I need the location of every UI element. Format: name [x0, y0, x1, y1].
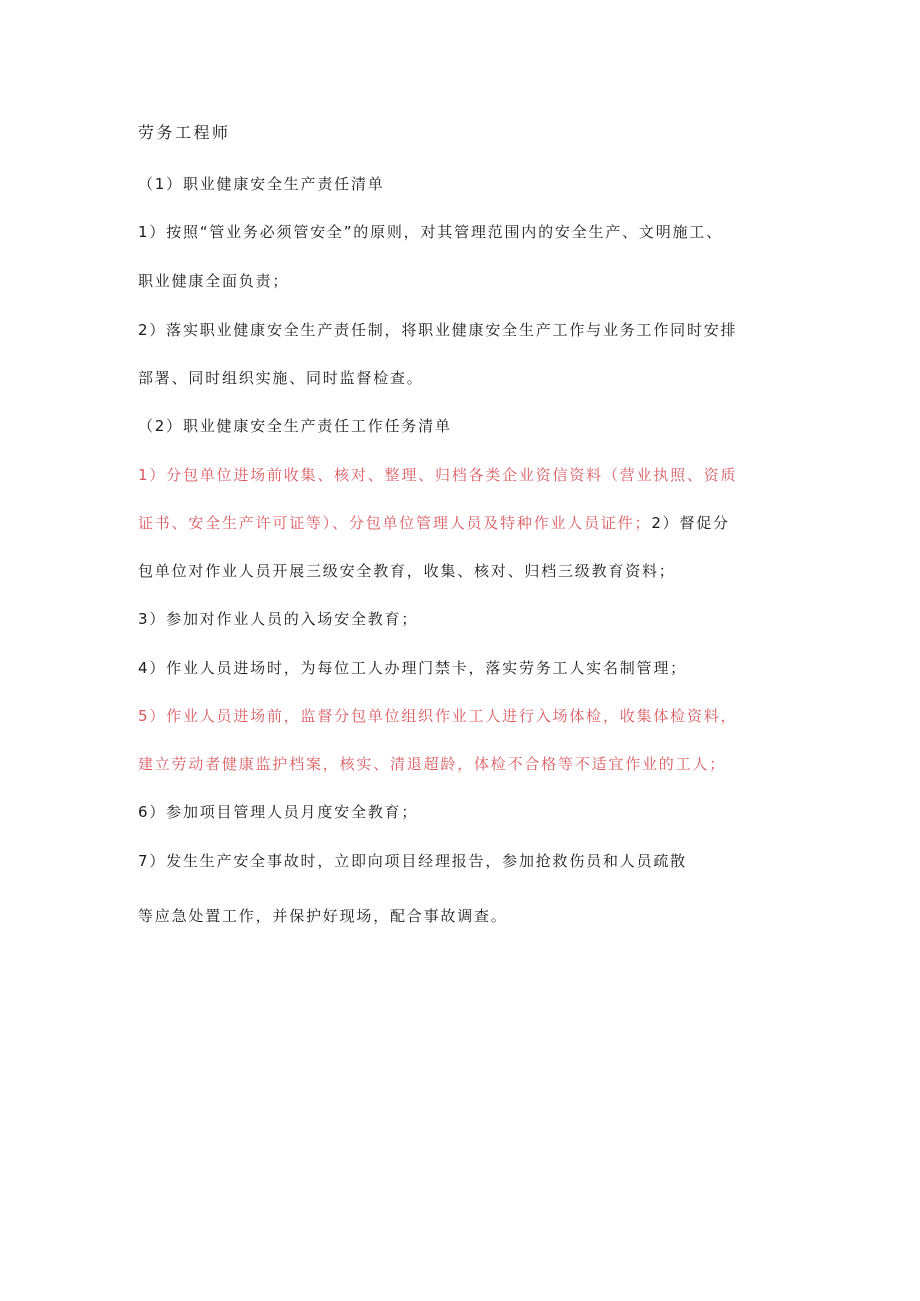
s2-item-1-line-1: 1）分包单位进场前收集、核对、整理、归档各类企业资信资料（营业执照、资质 [138, 466, 738, 484]
s2-item-3: 3）参加对作业人员的入场安全教育； [138, 610, 419, 628]
s2-item-7-line-2: 等应急处置工作，并保护好现场，配合事故调查。 [138, 907, 508, 925]
s1-item-2-line-1: 2）落实职业健康安全生产责任制，将职业健康安全生产工作与业务工作同时安排 [138, 321, 738, 339]
s2-item-6: 6）参加项目管理人员月度安全教育； [138, 803, 419, 821]
s2-item-5-line-1: 5）作业人员进场前，监督分包单位组织作业工人进行入场体检，收集体检资料， [138, 707, 738, 725]
s2-item-4: 4）作业人员进场时，为每位工人办理门禁卡，落实劳务工人实名制管理； [138, 659, 687, 677]
s1-item-1-line-1: 1）按照“管业务必须管安全”的原则，对其管理范围内的安全生产、文明施工、 [138, 223, 723, 241]
s2-item-2-line-1: 2）督促分 [651, 514, 730, 532]
s2-item-1-line-2 [138, 513, 758, 533]
s1-item-2-line-2: 部署、同时组织实施、同时监督检查。 [138, 369, 424, 387]
document-title: 劳务工程师 [138, 123, 231, 142]
s2-item-2-line-2: 包单位对作业人员开展三级安全教育，收集、核对、归档三级教育资料； [138, 562, 676, 580]
s2-item-1-line-2-red: 证书、安全生产许可证等）、分包单位管理人员及特种作业人员证件； [138, 514, 652, 532]
s2-item-5-line-2: 建立劳动者健康监护档案，核实、清退超龄，体检不合格等不适宜作业的工人； [138, 755, 727, 773]
s1-item-1-line-2: 职业健康全面负责； [138, 272, 290, 290]
section-1-heading: （1）职业健康安全生产责任清单 [138, 175, 385, 193]
section-2-heading: （2）职业健康安全生产责任工作任务清单 [138, 417, 452, 435]
s2-item-7-line-1: 7）发生生产安全事故时，立即向项目经理报告，参加抢救伤员和人员疏散 [138, 852, 687, 870]
